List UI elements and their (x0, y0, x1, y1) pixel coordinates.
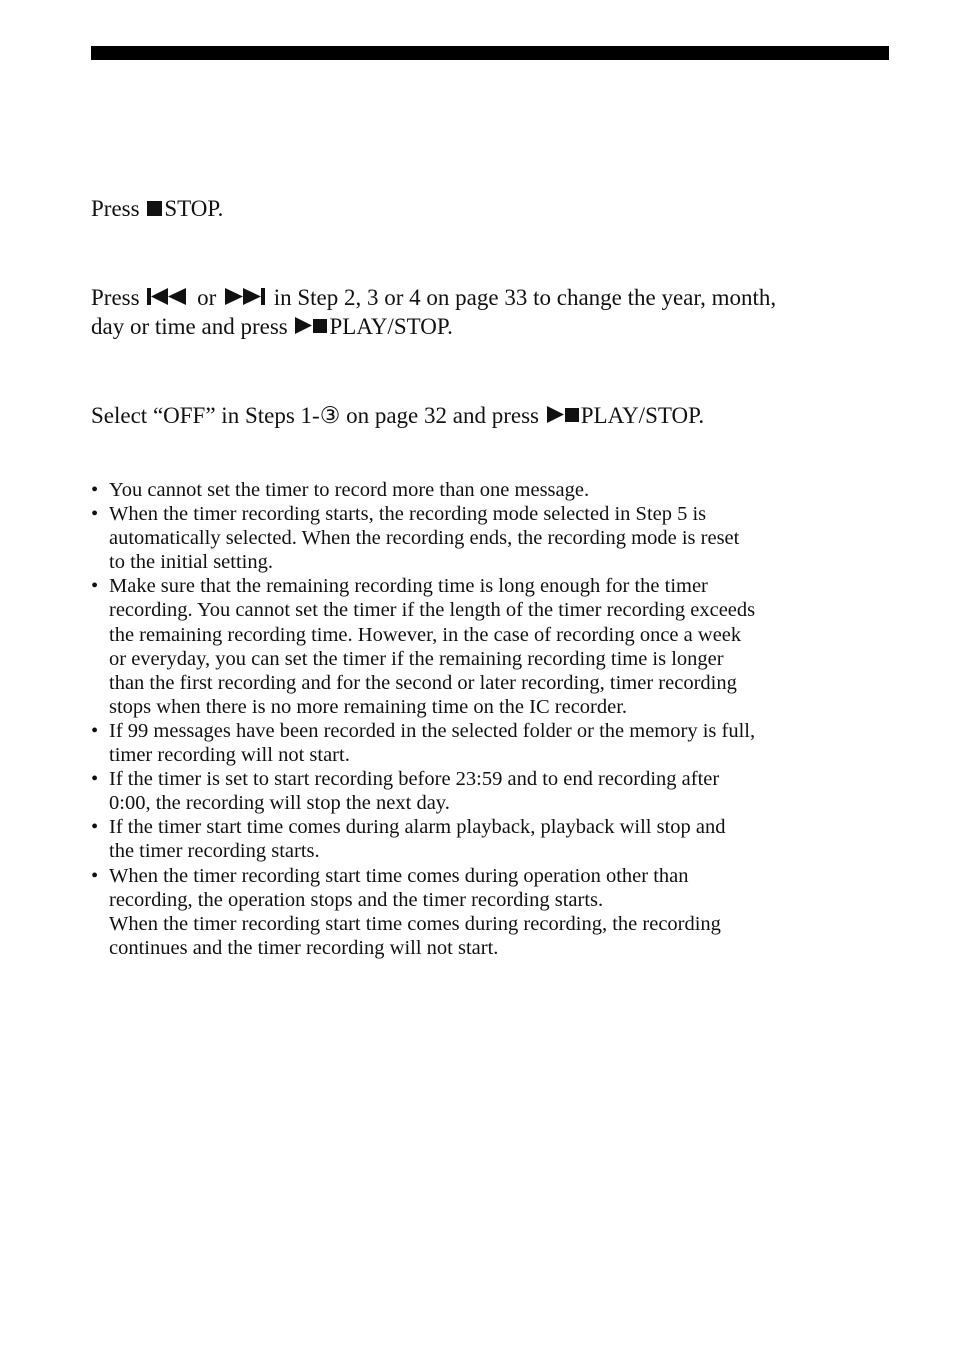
note-item: • When the timer recording starts, the recording mode selected in Step 5 is automatically selected. When the recording ends, the recording mode is reset to the initial setting. (91, 502, 891, 574)
cancel-instruction-text: Select “OFF” in Steps 1- (91, 403, 320, 428)
note-item: • If the timer start time comes during alarm playback, playback will stop and the timer recording starts. (91, 815, 891, 863)
change-instruction-text: Press (91, 285, 146, 310)
change-instruction-text: in Step 2, 3 or 4 on page 33 to change the year, month, (267, 285, 777, 310)
previous-track-icon (146, 288, 190, 305)
stop-instruction-label: STOP. (164, 196, 224, 221)
change-instruction-line-2 (91, 312, 453, 341)
change-instruction-line-1 (91, 283, 776, 312)
note-item: • If the timer is set to start recording before 23:59 and to end recording after 0:00, the recording will stop the next day. (91, 767, 891, 815)
change-instruction-text: or (191, 285, 222, 310)
step-number-marker: ③ (319, 403, 341, 428)
change-instruction-text: day or time and press (91, 314, 294, 339)
play-stop-icon (546, 406, 580, 423)
note-item: • When the timer recording start time comes during operation other than recording, the operation stops and the timer recording starts. When the timer recording start time comes during recording, the recording continues and the timer recording will not start. (91, 864, 891, 960)
note-item: • You cannot set the timer to record more than one message. (91, 478, 891, 502)
next-track-icon (223, 288, 267, 305)
play-stop-icon (294, 317, 328, 334)
cancel-instruction-text: on page 32 and press (340, 403, 545, 428)
stop-icon (146, 200, 163, 216)
note-item: • Make sure that the remaining recording time is long enough for the timer recording. You cannot set the timer if the length of the timer recording exceeds the remaining recording time. However, in the case of recording once a week or everyday, you can set the timer if the remaining recording time is longer than the first recording and for the second or later recording, timer recording stops when there is no more remaining time on the IC recorder. (91, 574, 891, 719)
stop-instruction-prefix: Press (91, 196, 146, 221)
header-rule (91, 46, 889, 60)
change-instruction-text: PLAY/STOP. (329, 314, 453, 339)
notes-list (91, 478, 891, 960)
stop-instruction (91, 194, 223, 223)
note-item: • If 99 messages have been recorded in the selected folder or the memory is full, timer recording will not start. (91, 719, 891, 767)
cancel-instruction (91, 401, 704, 430)
cancel-instruction-text: PLAY/STOP. (580, 403, 705, 428)
